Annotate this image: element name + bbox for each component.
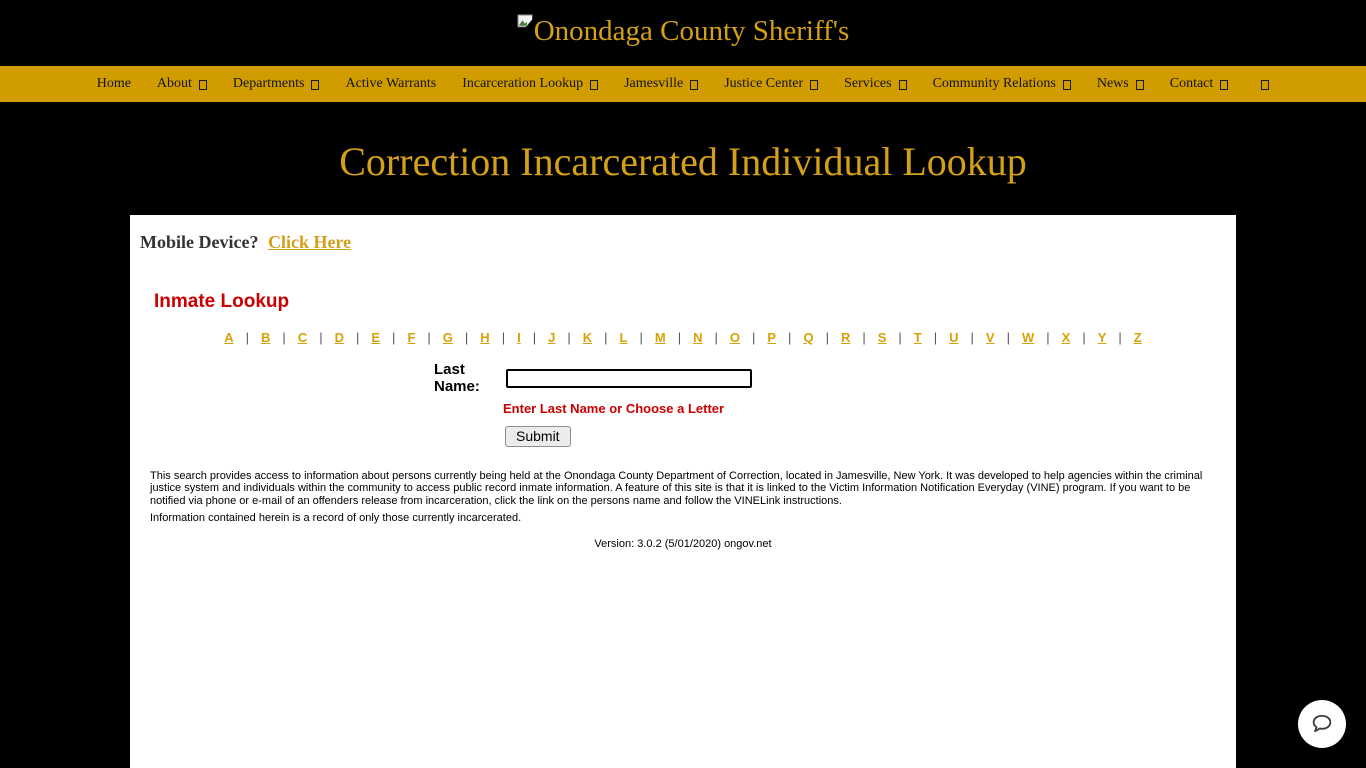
letter-separator: | bbox=[464, 330, 469, 345]
nav-item-about[interactable] bbox=[157, 76, 207, 92]
chat-bubble-icon bbox=[1309, 711, 1335, 737]
missing-glyph-box-icon bbox=[590, 80, 598, 90]
site-title: Onondaga County Sheriff's bbox=[533, 15, 850, 47]
missing-glyph-box-icon bbox=[899, 80, 907, 90]
nav-item-label: Active Warrants bbox=[345, 76, 437, 91]
nav-item-departments[interactable] bbox=[233, 76, 320, 92]
letter-link-a[interactable]: A bbox=[224, 330, 234, 345]
letter-link-e[interactable]: E bbox=[371, 330, 381, 345]
missing-glyph-box-icon bbox=[810, 80, 818, 90]
letter-link-t[interactable]: T bbox=[913, 330, 922, 345]
letter-link-i[interactable]: I bbox=[517, 330, 521, 345]
mobile-device-row bbox=[140, 232, 1236, 253]
nav-item-label: About bbox=[156, 76, 192, 91]
letter-separator: | bbox=[1118, 330, 1122, 345]
letter-separator: | bbox=[751, 330, 756, 345]
letter-separator: | bbox=[677, 330, 682, 345]
letter-link-r[interactable]: R bbox=[840, 330, 851, 345]
missing-glyph-box-icon bbox=[311, 80, 319, 90]
mobile-click-here-link[interactable]: Click Here bbox=[267, 232, 352, 252]
letter-link-w[interactable]: W bbox=[1021, 330, 1035, 345]
nav-item-label: News bbox=[1096, 76, 1129, 91]
inmate-lookup-heading: Inmate Lookup bbox=[154, 291, 290, 312]
nav-item-news[interactable] bbox=[1097, 76, 1144, 92]
letter-separator: | bbox=[355, 330, 360, 345]
chat-widget-button[interactable] bbox=[1298, 700, 1346, 748]
nav-item-label: Departments bbox=[232, 76, 305, 91]
title-band bbox=[0, 102, 1366, 215]
nav-item-label: Incarceration Lookup bbox=[462, 76, 584, 91]
letter-separator: | bbox=[714, 330, 718, 345]
letter-link-q[interactable]: Q bbox=[803, 330, 814, 345]
letter-link-u[interactable]: U bbox=[949, 330, 959, 345]
page-title: Correction Incarcerated Individual Lookup bbox=[339, 139, 1027, 184]
letter-link-v[interactable]: V bbox=[985, 330, 995, 345]
lookup-form bbox=[130, 361, 1236, 447]
letter-separator: | bbox=[788, 330, 792, 345]
letter-separator: | bbox=[245, 330, 250, 345]
missing-glyph-box-icon bbox=[1136, 80, 1144, 90]
letter-separator: | bbox=[1046, 330, 1050, 345]
missing-glyph-box-icon bbox=[199, 80, 207, 90]
letter-separator: | bbox=[933, 330, 938, 345]
last-name-label: Last Name: bbox=[434, 361, 480, 395]
letter-link-o[interactable]: O bbox=[729, 330, 740, 345]
letter-link-c[interactable]: C bbox=[297, 330, 308, 345]
letter-link-g[interactable]: G bbox=[442, 330, 453, 345]
nav-item-active-warrants[interactable] bbox=[345, 76, 436, 92]
letter-link-d[interactable]: D bbox=[334, 330, 344, 345]
letter-link-k[interactable]: K bbox=[582, 330, 593, 345]
nav-item-community-relations[interactable] bbox=[933, 76, 1071, 92]
letter-separator: | bbox=[282, 330, 286, 345]
nav-item-label: Jamesville bbox=[624, 76, 684, 91]
nav-item-search-box[interactable] bbox=[1254, 79, 1269, 89]
letter-separator: | bbox=[639, 330, 643, 345]
nav-item-contact[interactable] bbox=[1170, 76, 1229, 92]
nav-item-label: Justice Center bbox=[724, 76, 804, 91]
letter-separator: | bbox=[501, 330, 506, 345]
disclaimer-paragraph: Information contained herein is a record of only those currently incarcerated. bbox=[150, 511, 522, 524]
letter-link-j[interactable]: J bbox=[548, 330, 556, 345]
mobile-device-prompt: Mobile Device? bbox=[140, 232, 259, 252]
version-text: Version: 3.0.2 (5/01/2020) ongov.net bbox=[594, 538, 772, 551]
letter-separator: | bbox=[567, 330, 571, 345]
missing-glyph-box-icon bbox=[1220, 80, 1228, 90]
last-name-row bbox=[434, 361, 1236, 395]
nav-item-incarceration-lookup[interactable] bbox=[462, 76, 598, 92]
missing-glyph-box-icon bbox=[1063, 80, 1071, 90]
nav-item-label: Community Relations bbox=[932, 76, 1056, 91]
missing-glyph-box-icon bbox=[1261, 80, 1269, 90]
content-panel bbox=[130, 215, 1236, 768]
nav-menu bbox=[0, 66, 1366, 102]
letter-separator: | bbox=[604, 330, 608, 345]
letter-separator: | bbox=[970, 330, 974, 345]
letter-separator: | bbox=[392, 330, 396, 345]
letter-link-z[interactable]: Z bbox=[1133, 330, 1142, 345]
site-header bbox=[0, 0, 1366, 66]
letter-link-p[interactable]: P bbox=[767, 330, 777, 345]
letter-link-n[interactable]: N bbox=[693, 330, 703, 345]
description-paragraph: This search provides access to information about persons currently being held at the Onondaga County Department of Correction, located in Jamesville, New York. It was developed to help agencies within the criminal justice system and individuals within the community to access public record inmate information. A feature of this site is that it is linked to the Victim Information Notification Everyday (VINE) program. If you want to be notified via phone or e-mail of an offenders release from incarceration, click the link on the persons name and follow the VINELink instructions. bbox=[150, 470, 1203, 507]
letter-separator: | bbox=[319, 330, 323, 345]
letter-link-x[interactable]: X bbox=[1061, 330, 1071, 345]
letter-link-y[interactable]: Y bbox=[1097, 330, 1107, 345]
letter-link-s[interactable]: S bbox=[877, 330, 887, 345]
letter-link-f[interactable]: F bbox=[407, 330, 416, 345]
nav-item-justice-center[interactable] bbox=[724, 76, 818, 92]
broken-image-icon bbox=[517, 14, 534, 31]
submit-row bbox=[505, 426, 1236, 447]
nav-item-label: Contact bbox=[1169, 76, 1214, 91]
nav-item-label: Services bbox=[844, 76, 892, 91]
alphabet-row bbox=[130, 330, 1236, 345]
letter-link-b[interactable]: B bbox=[261, 330, 271, 345]
nav-item-home[interactable] bbox=[97, 76, 131, 92]
nav-item-jamesville[interactable] bbox=[624, 76, 698, 92]
letter-separator: | bbox=[825, 330, 829, 345]
submit-button[interactable]: Submit bbox=[505, 426, 571, 447]
letter-link-m[interactable]: M bbox=[654, 330, 666, 345]
letter-separator: | bbox=[427, 330, 431, 345]
letter-separator: | bbox=[1006, 330, 1010, 345]
letter-separator: | bbox=[862, 330, 866, 345]
letter-link-l[interactable]: L bbox=[619, 330, 628, 345]
nav-item-services[interactable] bbox=[844, 76, 906, 92]
letter-separator: | bbox=[898, 330, 902, 345]
missing-glyph-box-icon bbox=[690, 80, 698, 90]
letter-separator: | bbox=[1082, 330, 1086, 345]
letter-separator: | bbox=[532, 330, 537, 345]
letter-link-h[interactable]: H bbox=[480, 330, 490, 345]
last-name-input[interactable] bbox=[506, 369, 752, 388]
nav-item-label: Home bbox=[96, 76, 131, 91]
form-helper-text: Enter Last Name or Choose a Letter bbox=[503, 401, 725, 416]
site-brand bbox=[517, 13, 850, 51]
